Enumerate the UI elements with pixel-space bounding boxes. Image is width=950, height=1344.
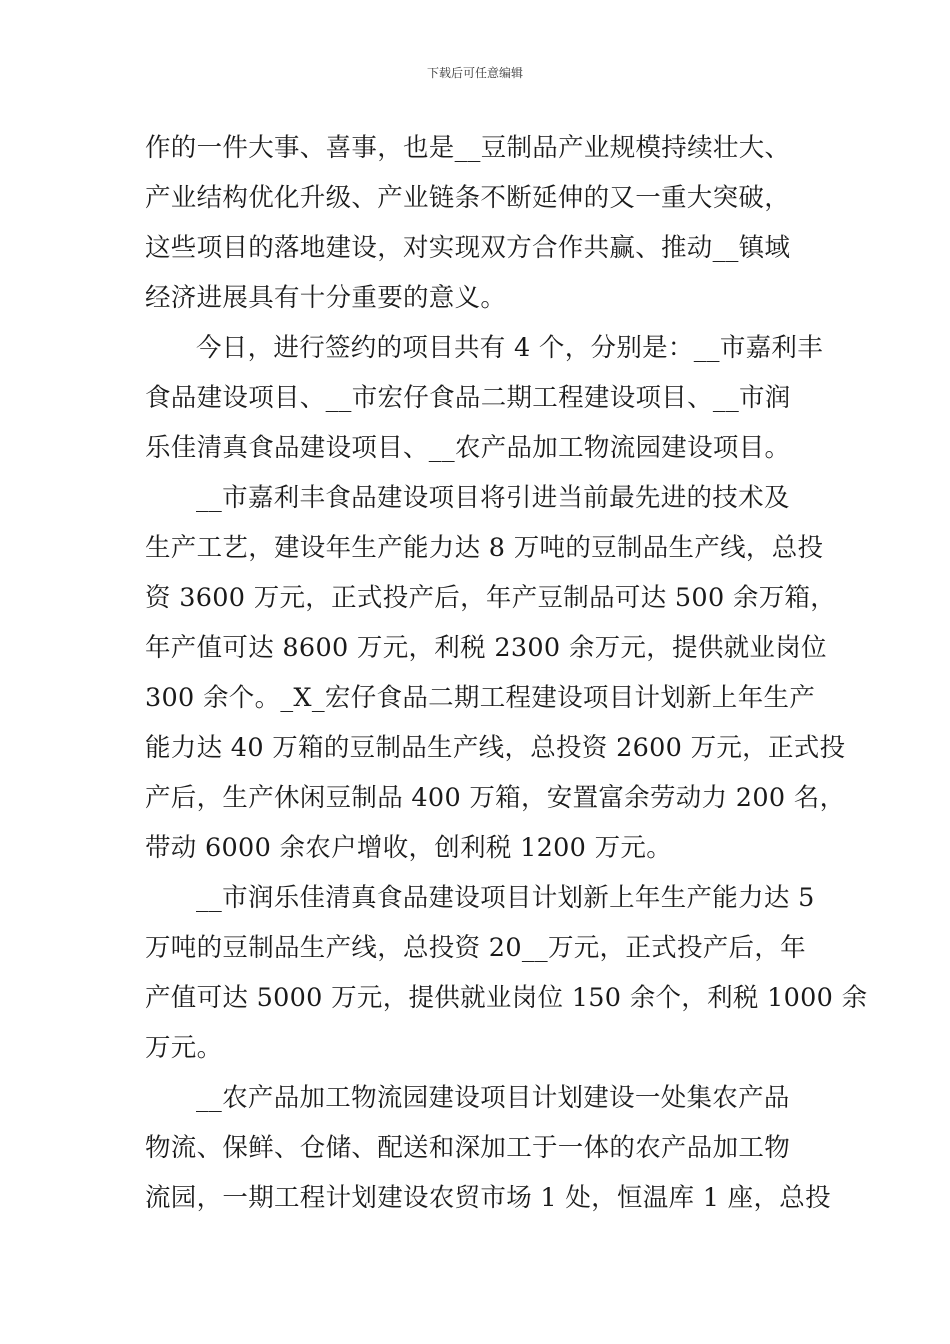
text-line: 万元。	[145, 1033, 223, 1063]
text-line: 带动 6000 余农户增收，创利税 1200 万元。	[145, 833, 673, 863]
text-line: 产业结构优化升级、产业链条不断延伸的又一重大突破，	[145, 183, 791, 213]
text-line: 产值可达 5000 万元，提供就业岗位 150 余个，利税 1000 余	[145, 983, 868, 1013]
text-line: 经济进展具有十分重要的意义。	[145, 283, 507, 313]
text-line: 乐佳清真食品建设项目、__农产品加工物流园建设项目。	[145, 433, 791, 463]
paragraph-start-line: __市嘉利丰食品建设项目将引进当前最先进的技术及	[196, 483, 790, 513]
text-line: 作的一件大事、喜事，也是__豆制品产业规模持续壮大、	[145, 133, 791, 163]
text-line: 300 余个。_X_宏仔食品二期工程建设项目计划新上年生产	[145, 683, 816, 713]
text-line: 食品建设项目、__市宏仔食品二期工程建设项目、__市润	[145, 383, 791, 413]
paragraph-start-line: 今日，进行签约的项目共有 4 个，分别是：__市嘉利丰	[196, 333, 824, 363]
text-line: 能力达 40 万箱的豆制品生产线，总投资 2600 万元，正式投	[145, 733, 846, 763]
paragraph-start-line: __市润乐佳清真食品建设项目计划新上年生产能力达 5	[196, 883, 815, 913]
text-line: 物流、保鲜、仓储、配送和深加工于一体的农产品加工物	[145, 1133, 791, 1163]
text-line: 资 3600 万元，正式投产后，年产豆制品可达 500 余万箱，	[145, 583, 837, 613]
text-line: 这些项目的落地建设，对实现双方合作共赢、推动__镇域	[145, 233, 791, 263]
text-line: 流园，一期工程计划建设农贸市场 1 处，恒温库 1 座，总投	[145, 1183, 831, 1213]
text-line: 产后，生产休闲豆制品 400 万箱，安置富余劳动力 200 名，	[145, 783, 846, 813]
document-body	[145, 128, 868, 1228]
paragraph-start-line: __农产品加工物流园建设项目计划建设一处集农产品	[196, 1083, 790, 1113]
text-line: 年产值可达 8600 万元，利税 2300 余万元，提供就业岗位	[145, 633, 827, 663]
text-line: 万吨的豆制品生产线，总投资 20__万元，正式投产后，年	[145, 933, 806, 963]
text-line: 生产工艺，建设年生产能力达 8 万吨的豆制品生产线，总投	[145, 533, 824, 563]
page-header: 下载后可任意编辑	[426, 66, 523, 80]
